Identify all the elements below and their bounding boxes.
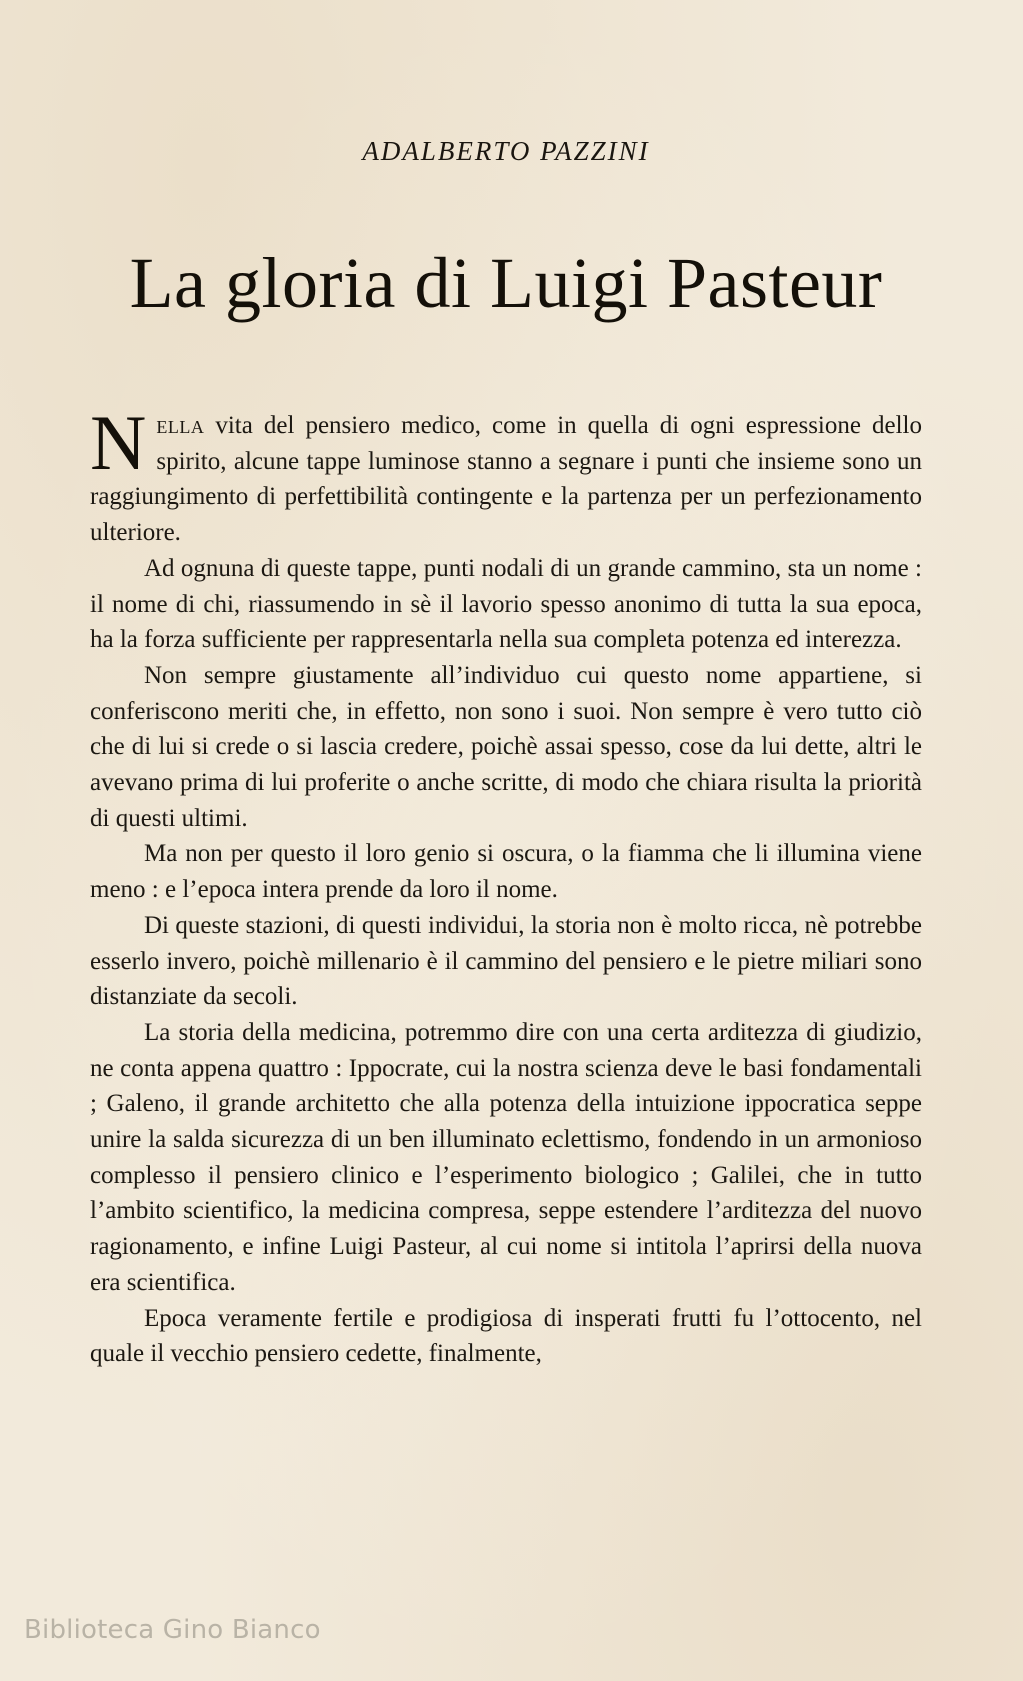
- paragraph-7: Epoca veramente fertile e prodigiosa di insperati frutti fu l’ottocento, nel quale il vecchio pensiero cedette, finalmente,: [90, 1304, 922, 1368]
- paragraph-6: La storia della medicina, potremmo dire con una certa arditezza di giudizio, ne conta appena quattro : Ippocrate, cui la nostra scienza deve le basi fondamentali ; Galeno, il grande architetto che alla potenza della intuizione ippocratica seppe unire la salda sicurezza di un ben illuminato eclettismo, fondendo in un armonioso complesso il pensiero clinico e l’esperimento biologico ; Galilei, che in tutto l’ambito scientifico, la medicina compresa, seppe estendere l’arditezza del nuovo ragionamento, e infine Luigi Pasteur, al cui nome si intitola l’aprirsi della nuova era scientifica.: [90, 1018, 922, 1296]
- lead-small-caps: ella: [156, 412, 205, 439]
- drop-cap: N: [90, 399, 147, 486]
- paragraph-5: Di queste stazioni, di questi individui, la storia non è molto ricca, nè potrebbe esserlo invero, poichè millenario è il cammino del pensiero e le pietre miliari sono distanziate da secoli.: [90, 911, 922, 1011]
- article-body: [90, 399, 922, 1372]
- library-watermark: Biblioteca Gino Bianco: [24, 1615, 321, 1645]
- article-title: La gloria di Luigi Pasteur: [129, 243, 883, 323]
- paragraph-1-text: vita del pensiero medico, come in quella di ogni espressione dello spirito, alcune tappe luminose stanno a segnare i punti che insieme sono un raggiungimento di perfettibilità contingente e la partenza per un perfezionamento ulteriore.: [90, 412, 922, 547]
- paragraph-4: Ma non per questo il loro genio si oscura, o la fiamma che li illumina viene meno : e l’epoca intera prende da loro il nome.: [90, 840, 922, 904]
- author-name: ADALBERTO PAZZINI: [362, 136, 650, 166]
- paragraph-1: [90, 399, 922, 551]
- paragraph-2: Ad ognuna di queste tappe, punti nodali di un grande cammino, sta un nome : il nome di chi, riassumendo in sè il lavorio spesso anonimo di tutta la sua epoca, ha la forza sufficiente per rappresentarla nella sua completa potenza ed interezza.: [90, 554, 922, 654]
- document-page: [90, 0, 922, 1681]
- paragraph-3: Non sempre giustamente all’individuo cui questo nome appartiene, si conferiscono meriti che, in effetto, non sono i suoi. Non sempre è vero tutto ciò che di lui si crede o si lascia credere, poichè assai spesso, cose da lui dette, altri le avevano prima di lui proferite o anche scritte, di modo che chiara risulta la priorità di questi ultimi.: [90, 661, 922, 832]
